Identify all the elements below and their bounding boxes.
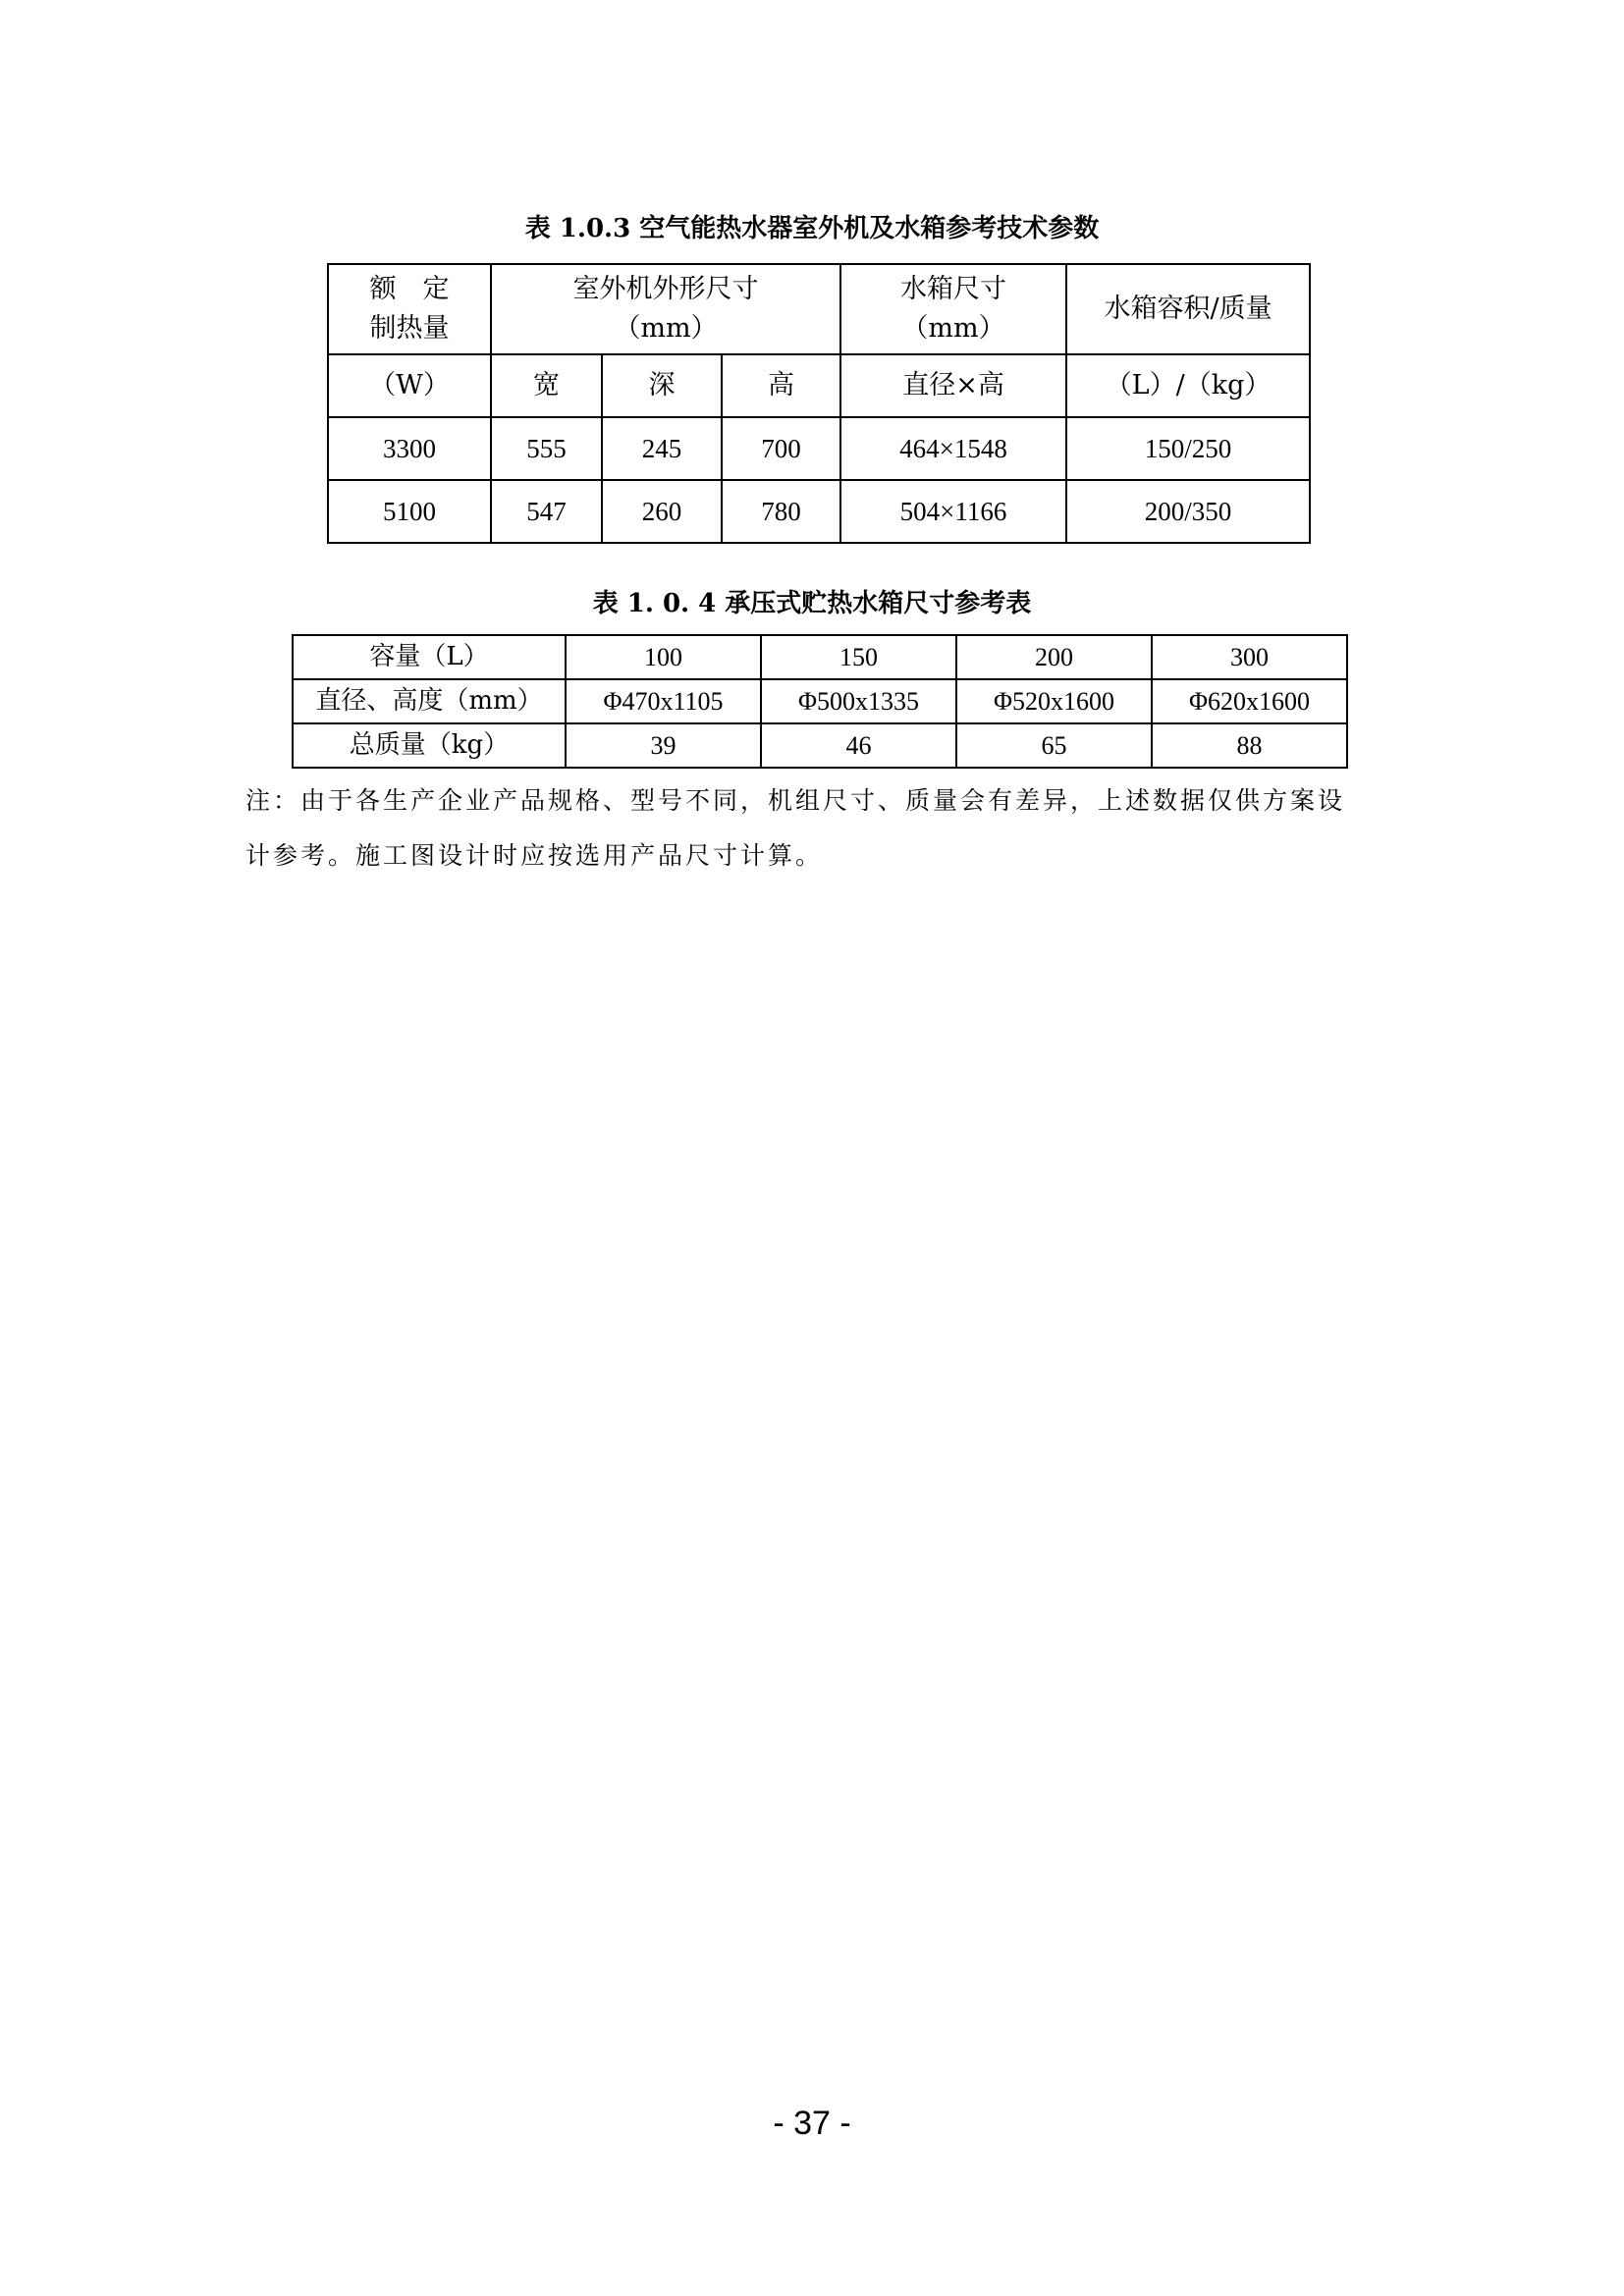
table-cell: 200/350 — [1066, 480, 1310, 543]
unit-cell: 深 — [602, 354, 722, 417]
row-label: 总质量（kg） — [293, 723, 566, 768]
header-tank-line1: 水箱尺寸 — [900, 274, 1007, 304]
table-cell: 464×1548 — [840, 417, 1066, 480]
header-tank-line2: （mm） — [901, 313, 1005, 344]
table-cell: Φ520x1600 — [956, 679, 1152, 723]
table-units-row — [328, 354, 1310, 417]
unit-cell: （W） — [328, 354, 491, 417]
header-rated-line1: 额 定 — [369, 274, 450, 304]
unit-cell: 高 — [722, 354, 840, 417]
table-cell: Φ500x1335 — [761, 679, 956, 723]
table-row — [328, 480, 1310, 543]
header-volume: 水箱容积/质量 — [1066, 264, 1310, 354]
note-line-2: 计参考。施工图设计时应按选用产品尺寸计算。 — [245, 841, 824, 870]
header-tank-size — [840, 264, 1066, 354]
page-number: - 37 - — [773, 2105, 851, 2142]
table-cell: 700 — [722, 417, 840, 480]
table-cell: 150/250 — [1066, 417, 1310, 480]
table-row — [328, 417, 1310, 480]
pressure-tank-table — [292, 634, 1348, 769]
table-cell: 65 — [956, 723, 1152, 768]
table-cell: 555 — [491, 417, 602, 480]
table-1-caption: 表 1.0.3 空气能热水器室外机及水箱参考技术参数 — [524, 214, 1100, 243]
header-outdoor-size — [491, 264, 840, 354]
table-cell: 150 — [761, 635, 956, 679]
table-cell: 100 — [566, 635, 761, 679]
table-cell: 547 — [491, 480, 602, 543]
unit-cell: 直径×高 — [840, 354, 1066, 417]
table-cell: 245 — [602, 417, 722, 480]
header-outdoor-line2: （mm） — [614, 313, 718, 344]
table-row — [293, 723, 1347, 768]
table-cell: 3300 — [328, 417, 491, 480]
row-label: 直径、高度（mm） — [293, 679, 566, 723]
unit-cell: 宽 — [491, 354, 602, 417]
table-cell: 300 — [1152, 635, 1347, 679]
header-rated-line2: 制热量 — [369, 313, 450, 344]
row-label: 容量（L） — [293, 635, 566, 679]
table-cell: 39 — [566, 723, 761, 768]
table-cell: 5100 — [328, 480, 491, 543]
table-header-row — [328, 264, 1310, 354]
header-rated-heat — [328, 264, 491, 354]
table-row — [293, 679, 1347, 723]
table-cell: 46 — [761, 723, 956, 768]
table-cell: 200 — [956, 635, 1152, 679]
table-cell: Φ620x1600 — [1152, 679, 1347, 723]
table-cell: 504×1166 — [840, 480, 1066, 543]
table-cell: Φ470x1105 — [566, 679, 761, 723]
table-cell: 260 — [602, 480, 722, 543]
outdoor-unit-table — [327, 263, 1311, 544]
header-outdoor-line1: 室外机外形尺寸 — [572, 274, 759, 304]
table-2-caption: 表 1. 0. 4 承压式贮热水箱尺寸参考表 — [592, 589, 1032, 618]
table-row — [293, 635, 1347, 679]
unit-cell: （L）/（kg） — [1066, 354, 1310, 417]
note-line-1: 注：由于各生产企业产品规格、型号不同，机组尺寸、质量会有差异，上述数据仅供方案设 — [245, 786, 1346, 815]
table-cell: 780 — [722, 480, 840, 543]
table-cell: 88 — [1152, 723, 1347, 768]
